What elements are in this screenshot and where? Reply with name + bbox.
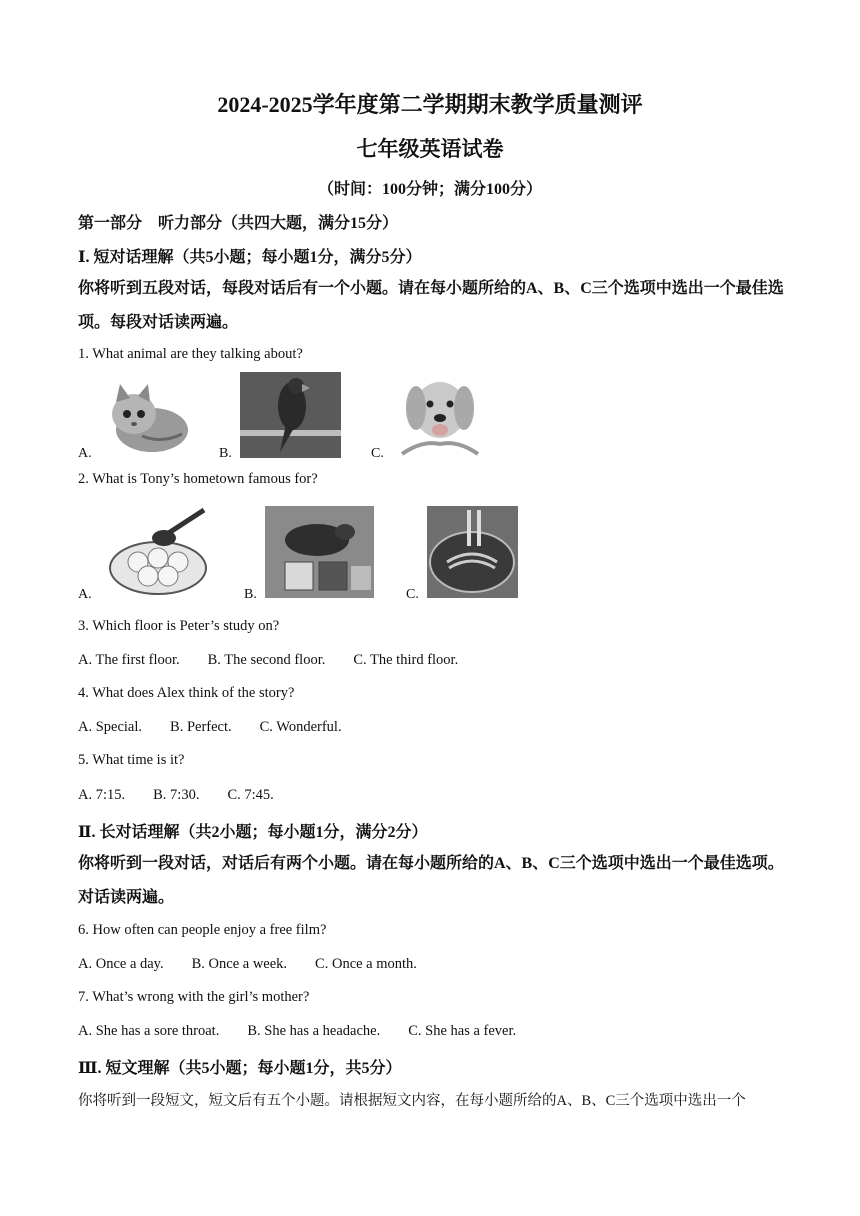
question-7: 7. What’s wrong with the girl’s mother? xyxy=(78,989,310,1005)
parrot-photo xyxy=(240,372,341,458)
question-5: 5. What time is it? xyxy=(78,752,185,768)
q3-option-a: A. The first floor. xyxy=(78,652,180,668)
q4-option-a: A. Special. xyxy=(78,719,143,735)
section1-instruction: 你将听到五段对话，每段对话后有一个小题。请在每小题所给的A、B、C三个选项中选出一个最佳选项。每段对话读两遍。 xyxy=(78,280,784,331)
question-6: 6. How often can people enjoy a free film? xyxy=(78,922,327,938)
q6-option-b: B. Once a week. xyxy=(191,956,288,972)
question-4-options xyxy=(78,719,370,736)
q2-option-c-label: C. xyxy=(406,587,419,602)
question-3: 3. Which floor is Peter’s study on? xyxy=(78,618,280,634)
section2-heading: Ⅱ. 长对话理解（共2小题；每小题1分，满分2分） xyxy=(78,824,428,841)
q2-option-b-label: B. xyxy=(244,587,257,602)
q6-option-a: A. Once a day. xyxy=(78,956,164,972)
q3-option-b: B. The second floor. xyxy=(207,652,326,668)
q1-option-b-label: B. xyxy=(219,446,232,461)
q7-option-a: A. She has a sore throat. xyxy=(78,1023,220,1039)
section3-heading: Ⅲ. 短文理解（共5小题；每小题1分，共5分） xyxy=(78,1060,402,1077)
q3-option-c: C. The third floor. xyxy=(353,652,459,668)
q4-option-c: C. Wonderful. xyxy=(259,719,342,735)
question-1: 1. What animal are they talking about? xyxy=(78,346,303,362)
kitten-photo xyxy=(102,378,192,456)
exam-time-info: （时间：100分钟；满分100分） xyxy=(317,181,542,198)
question-4: 4. What does Alex think of the story? xyxy=(78,685,295,701)
q1-option-a-label: A. xyxy=(78,446,92,461)
q4-option-b: B. Perfect. xyxy=(170,719,232,735)
part1-heading: 第一部分 听力部分（共四大题，满分15分） xyxy=(78,215,399,232)
question-6-options xyxy=(78,956,445,973)
section3-instruction: 你将听到一段短文，短文后有五个小题。请根据短文内容，在每小题所给的A、B、C三个选项中选出一个 xyxy=(78,1093,746,1109)
q5-option-a: A. 7:15. xyxy=(78,787,126,803)
section1-heading: Ⅰ. 短对话理解（共5小题；每小题1分，满分5分） xyxy=(78,249,422,266)
exam-grade-title: 七年级英语试卷 xyxy=(356,137,504,161)
q7-option-b: B. She has a headache. xyxy=(247,1023,381,1039)
q5-option-b: B. 7:30. xyxy=(153,787,200,803)
exam-title: 2024-2025学年度第二学期期末教学质量测评 xyxy=(217,92,643,117)
q1-option-c-label: C. xyxy=(371,446,384,461)
noodles-photo xyxy=(427,506,518,598)
question-5-options xyxy=(78,787,302,804)
q5-option-c: C. 7:45. xyxy=(227,787,274,803)
question-7-options xyxy=(78,1023,544,1040)
tangyuan-photo xyxy=(104,506,212,598)
section2-instruction: 你将听到一段对话，对话后有两个小题。请在每小题所给的A、B、C三个选项中选出一个最佳选项。对话读两遍。 xyxy=(78,855,784,906)
question-3-options xyxy=(78,652,486,669)
q7-option-c: C. She has a fever. xyxy=(408,1023,517,1039)
roast-duck-photo xyxy=(265,506,374,598)
question-2: 2. What is Tony’s hometown famous for? xyxy=(78,471,318,487)
q2-option-a-label: A. xyxy=(78,587,92,602)
dog-photo xyxy=(392,374,480,458)
q6-option-c: C. Once a month. xyxy=(315,956,417,972)
